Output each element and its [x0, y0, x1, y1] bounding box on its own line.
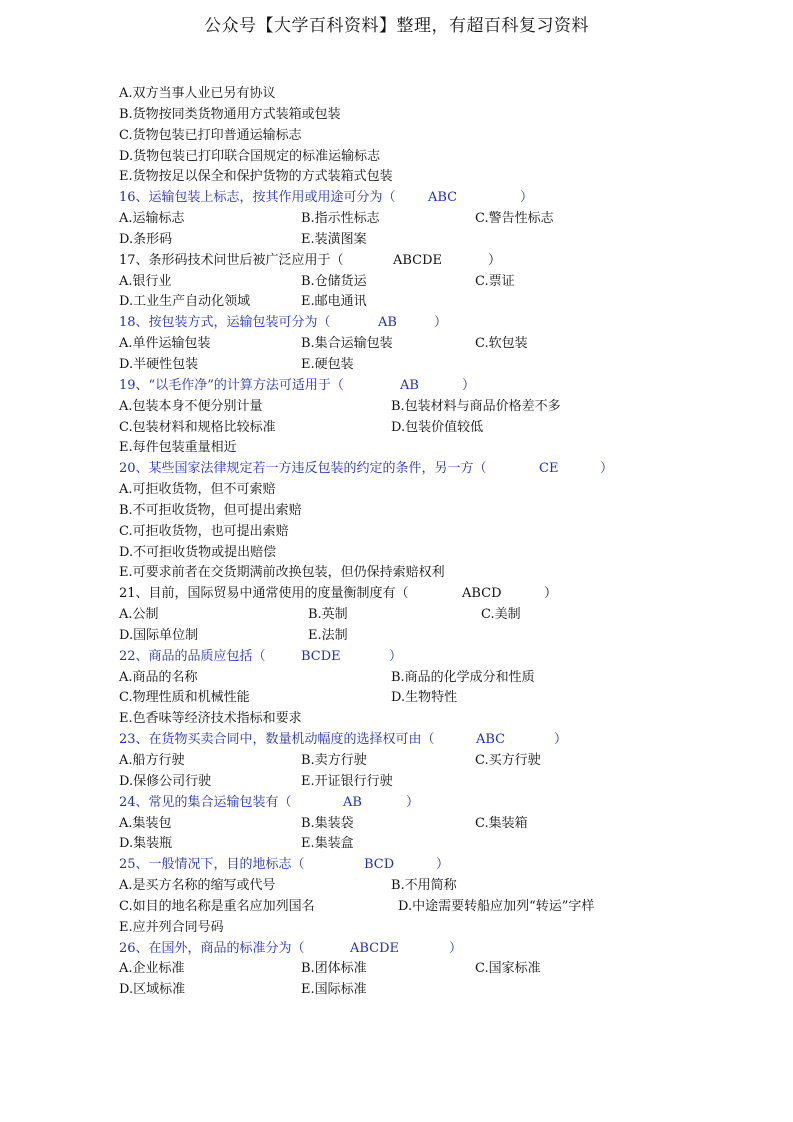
answer-key: ABC	[476, 732, 506, 748]
option-line	[119, 167, 739, 188]
option-line	[119, 626, 739, 647]
option-text: C.如目的地名称是重名应加列国名	[119, 898, 315, 914]
question-line	[119, 855, 739, 876]
option-line	[119, 501, 739, 522]
option-text: B.货物按同类货物通用方式装箱或包装	[119, 106, 341, 122]
option-line	[119, 605, 739, 626]
option-text: D.包装价值较低	[391, 419, 484, 435]
option-text: B.不可拒收货物，但可提出索赔	[119, 502, 302, 518]
question-text: 19、“以毛作净”的计算方法可适用于（	[119, 377, 344, 393]
question-text: 20、某些国家法律规定若一方违反包装的约定的条件，另一方（	[119, 461, 487, 477]
option-text: B.不用简称	[391, 878, 457, 894]
option-text: D.生物特性	[391, 690, 458, 706]
question-text: 24、常见的集合运输包装有（	[119, 794, 292, 810]
option-text: C.货物包装已打印普通运输标志	[119, 127, 302, 143]
option-text: C.美制	[481, 607, 521, 623]
close-paren: ）	[554, 732, 568, 748]
option-line	[119, 105, 739, 126]
option-line	[119, 751, 739, 772]
option-text: E.色香味等经济技术指标和要求	[119, 711, 302, 727]
option-line	[119, 897, 739, 918]
question-text: 23、在货物买卖合同中，数量机动幅度的选择权可由（	[119, 732, 435, 748]
option-text: B.商品的化学成分和性质	[391, 669, 535, 685]
option-line	[119, 126, 739, 147]
answer-key: AB	[400, 377, 419, 393]
option-line	[119, 397, 739, 418]
answer-key: AB	[343, 794, 362, 810]
option-text: C.警告性标志	[475, 211, 554, 227]
option-text: E.开证银行行驶	[301, 773, 393, 789]
option-text: B.集装袋	[301, 815, 354, 831]
option-line	[119, 834, 739, 855]
option-text: E.每件包装重量相近	[119, 440, 237, 456]
option-line	[119, 876, 739, 897]
option-text: E.硬包装	[301, 356, 354, 372]
option-line	[119, 709, 739, 730]
question-text: 25、一般情况下，目的地标志（	[119, 857, 305, 873]
question-line	[119, 730, 739, 751]
option-line	[119, 688, 739, 709]
option-text: A.企业标准	[119, 961, 185, 977]
option-text: A.可拒收货物，但不可索赔	[119, 482, 276, 498]
option-text: A.银行业	[119, 273, 172, 289]
option-text: B.英制	[308, 607, 348, 623]
option-line	[119, 418, 739, 439]
option-text: A.运输标志	[119, 211, 185, 227]
option-text: C.软包装	[475, 336, 528, 352]
answer-key: ABC	[428, 190, 458, 206]
option-line	[119, 480, 739, 501]
option-text: E.集装盒	[301, 836, 354, 852]
option-text: C.包装材料和规格比较标准	[119, 419, 276, 435]
question-line	[119, 251, 739, 272]
option-text: D.工业生产自动化领域	[119, 294, 251, 310]
option-text: A.是买方名称的缩写或代号	[119, 878, 276, 894]
option-text: B.包装材料与商品价格差不多	[391, 398, 561, 414]
question-line	[119, 313, 739, 334]
option-text: C.国家标准	[475, 961, 541, 977]
option-line	[119, 959, 739, 980]
option-text: B.卖方行驶	[301, 753, 367, 768]
answer-key: AB	[378, 315, 397, 331]
option-text: A.集装包	[119, 815, 172, 831]
option-text: E.法制	[308, 627, 348, 643]
question-line	[119, 188, 739, 209]
option-text: D.国际单位制	[119, 627, 199, 643]
option-text: C.物理性质和机械性能	[119, 690, 250, 706]
option-text: A.船方行驶	[119, 753, 185, 768]
option-text: C.可拒收货物，也可提出索赔	[119, 523, 289, 539]
option-text: E.应并列合同号码	[119, 919, 224, 935]
option-line	[119, 522, 739, 543]
option-text: E.国际标准	[301, 982, 367, 998]
option-line	[119, 438, 739, 459]
option-text: D.不可拒收货物或提出赔偿	[119, 544, 277, 560]
question-line	[119, 459, 739, 480]
close-paren: ）	[488, 252, 502, 268]
question-text: 21、目前，国际贸易中通常使用的度量衡制度有（	[119, 586, 409, 602]
option-text: B.指示性标志	[301, 211, 380, 227]
option-text: E.邮电通讯	[301, 294, 367, 310]
close-paren: ）	[462, 377, 476, 393]
answer-key: BCDE	[301, 648, 341, 664]
option-line	[119, 272, 739, 293]
question-text: 17、条形码技术问世后被广泛应用于（	[119, 252, 344, 268]
question-text: 22、商品的品质应包括（	[119, 648, 266, 664]
option-text: D.中途需要转船应加列“转运”字样	[398, 898, 595, 914]
option-line	[119, 334, 739, 355]
option-text: A.商品的名称	[119, 669, 198, 685]
answer-key: ABCD	[462, 586, 502, 602]
option-text: A.公制	[119, 607, 159, 623]
option-line	[119, 918, 739, 939]
close-paren: ）	[544, 586, 558, 602]
option-text: B.集合运输包装	[301, 336, 393, 352]
option-text: A.包装本身不便分别计量	[119, 398, 263, 414]
answer-key: CE	[539, 461, 559, 477]
option-text: E.货物按足以保全和保护货物的方式装箱式包装	[119, 169, 393, 185]
option-text: A.单件运输包装	[119, 336, 211, 352]
question-line	[119, 584, 739, 605]
close-paren: ）	[520, 190, 534, 206]
answer-key: ABCDE	[393, 252, 443, 268]
question-list	[119, 84, 739, 1001]
close-paren: ）	[600, 461, 614, 477]
option-line	[119, 563, 739, 584]
question-text: 18、按包装方式，运输包装可分为（	[119, 315, 331, 331]
option-line	[119, 147, 739, 168]
option-text: D.条形码	[119, 231, 173, 247]
option-text: D.集装瓶	[119, 836, 173, 852]
option-text: E.装潢图案	[301, 231, 367, 247]
option-line	[119, 543, 739, 564]
option-line	[119, 814, 739, 835]
question-line	[119, 376, 739, 397]
option-text: E.可要求前者在交货期满前改换包装，但仍保持索赔权利	[119, 565, 445, 581]
option-line	[119, 84, 739, 105]
option-line	[119, 980, 739, 1001]
option-text: D.货物包装已打印联合国规定的标准运输标志	[119, 148, 381, 164]
question-text: 16、运输包装上标志，按其作用或用途可分为（	[119, 190, 396, 206]
answer-key: BCD	[364, 857, 395, 873]
option-text: B.团体标准	[301, 961, 367, 977]
close-paren: ）	[449, 940, 463, 956]
close-paren: ）	[406, 794, 420, 810]
answer-key: ABCDE	[350, 940, 400, 956]
question-line	[119, 793, 739, 814]
option-line	[119, 230, 739, 251]
option-line	[119, 209, 739, 230]
option-line	[119, 668, 739, 689]
close-paren: ）	[436, 857, 450, 873]
option-text: D.半硬性包装	[119, 356, 199, 372]
question-text: 26、在国外，商品的标准分为（	[119, 940, 305, 956]
page-header: 公众号【大学百科资料】整理，有超百科复习资料	[204, 16, 589, 36]
option-text: D.区域标准	[119, 982, 186, 998]
question-line	[119, 647, 739, 668]
close-paren: ）	[434, 315, 448, 331]
option-text: C.买方行驶	[475, 753, 541, 768]
close-paren: ）	[389, 648, 403, 664]
option-text: C.集装箱	[475, 815, 528, 831]
option-line	[119, 772, 739, 793]
option-text: D.保修公司行驶	[119, 773, 212, 789]
option-text: A.双方当事人业已另有协议	[119, 86, 276, 101]
option-text: B.仓储货运	[301, 273, 367, 289]
option-line	[119, 292, 739, 313]
option-text: C.票证	[475, 273, 515, 289]
question-line	[119, 939, 739, 960]
option-line	[119, 355, 739, 376]
